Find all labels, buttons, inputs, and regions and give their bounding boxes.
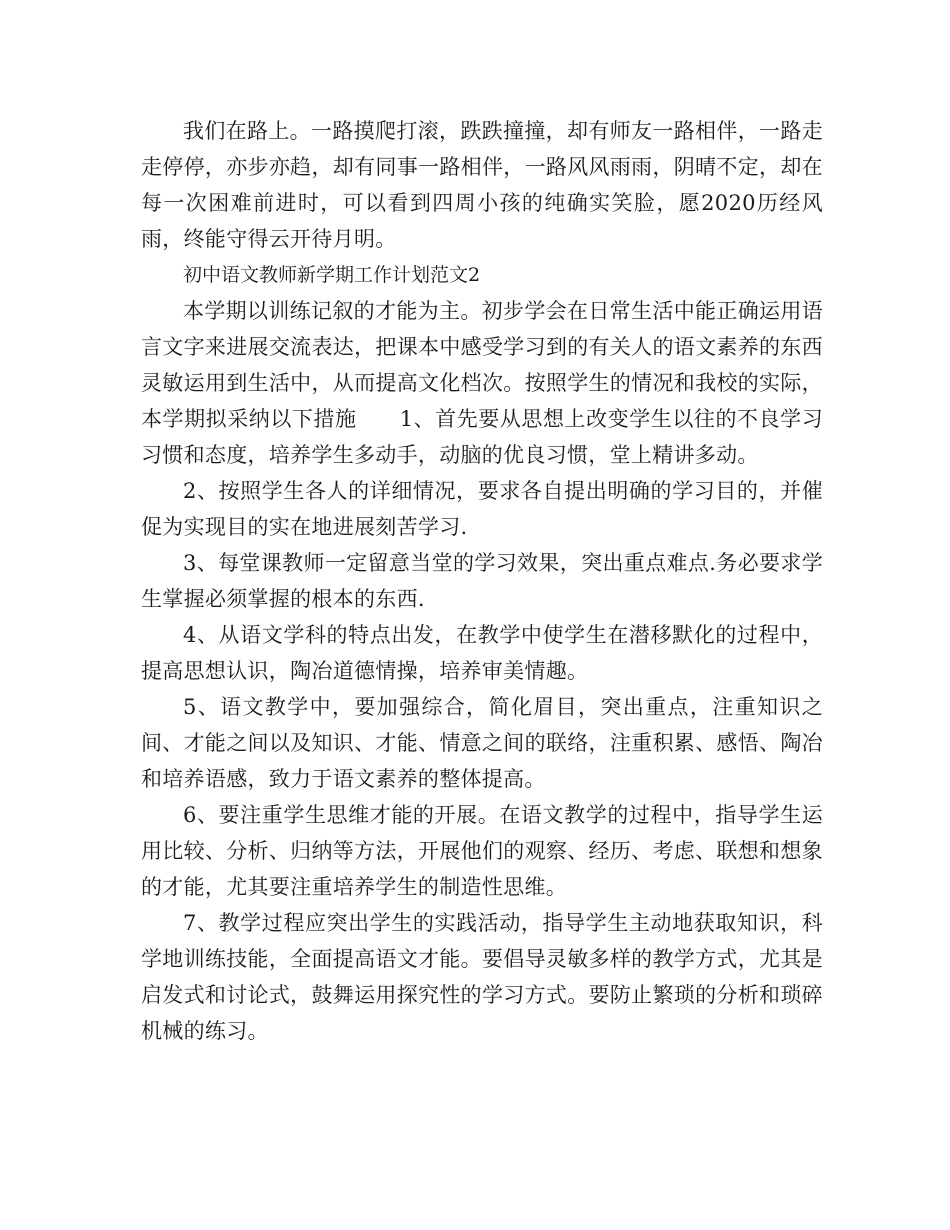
document-body: [141, 113, 823, 1049]
section-heading: 初中语文教师新学期工作计划范文2: [183, 264, 481, 286]
paragraph-semester-goal: 本学期以训练记叙的才能为主。初步学会在日常生活中能正确运用语言文字来进展交流表达，把课本中感受学习到的有关人的语文素养的东西灵敏运用到生活中，从而提高文化档次。按照学生的情况和我校的实际，本学期拟采纳以下措施 1、首先要从思想上改变学生以往的不良学习习惯和态度，培养学生多动手，动脑的优良习惯，堂上精讲多动。: [141, 299, 823, 467]
paragraph-measure-2: 2、按照学生各人的详细情况，要求各自提出明确的学习目的，并催促为实现目的实在地进展刻苦学习.: [141, 479, 823, 539]
paragraph-measure-7: 7、教学过程应突出学生的实践活动，指导学生主动地获取知识，科学地训练技能，全面提高语文才能。要倡导灵敏多样的教学方式，尤其是启发式和讨论式，鼓舞运用探究性的学习方式。要防止繁琐的分析和琐碎机械的练习。: [141, 911, 823, 1043]
paragraph-measure-5: 5、语文教学中，要加强综合，简化眉目，突出重点，注重知识之间、才能之间以及知识、才能、情意之间的联络，注重积累、感悟、陶冶和培养语感，致力于语文素养的整体提高。: [141, 695, 823, 791]
paragraph-measure-4: 4、从语文学科的特点出发，在教学中使学生在潜移默化的过程中，提高思想认识，陶冶道德情操，培养审美情趣。: [141, 623, 823, 683]
paragraph-intro-ending: 我们在路上。一路摸爬打滚，跌跌撞撞，却有师友一路相伴，一路走走停停，亦步亦趋，却有同事一路相伴，一路风风雨雨，阴晴不定，却在每一次困难前进时，可以看到四周小孩的纯确实笑脸，愿2020历经风雨，终能守得云开待月明。: [141, 119, 823, 251]
paragraph-measure-6: 6、要注重学生思维才能的开展。在语文教学的过程中，指导学生运用比较、分析、归纳等方法，开展他们的观察、经历、考虑、联想和想象的才能，尤其要注重培养学生的制造性思维。: [141, 803, 823, 899]
paragraph-measure-3: 3、每堂课教师一定留意当堂的学习效果，突出重点难点.务必要求学生掌握必须掌握的根本的东西.: [141, 551, 823, 611]
